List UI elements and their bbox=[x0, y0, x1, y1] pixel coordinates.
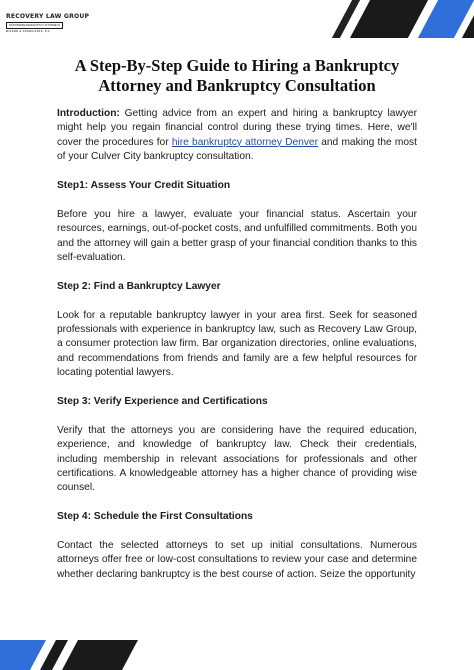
intro-paragraph bbox=[57, 107, 417, 165]
logo-subline: WILSON & ASSOCIATES, P.C. bbox=[6, 30, 52, 33]
intro-label: Introduction: bbox=[57, 108, 120, 119]
bottom-decorative-stripes bbox=[0, 640, 150, 670]
stripe bbox=[347, 0, 432, 38]
step-4-body: Contact the selected attorneys to set up initial consultations. Numerous attorneys offer free or low-cost consultations to review your case and determine whether declaring bankruptcy is the best course of action. Seize the opportunity bbox=[57, 540, 417, 580]
hire-attorney-link[interactable]: hire bankruptcy attorney Denver bbox=[171, 136, 318, 148]
logo-name: RECOVERY LAW GROUP bbox=[6, 13, 90, 20]
stripe bbox=[59, 640, 141, 670]
step-3-heading: Step 3: Verify Experience and Certifications bbox=[57, 396, 268, 408]
step-4-heading: Step 4: Schedule the First Consultations bbox=[57, 511, 253, 523]
top-decorative-stripes bbox=[332, 0, 474, 38]
document-title: A Step-By-Step Guide to Hiring a Bankruptcy Attorney and Bankruptcy Consultation bbox=[74, 56, 400, 95]
step-3-body: Verify that the attorneys you are considering have the required education, experience, and knowledge of bankruptcy law. Check their credentials, including membership in relevant associations for professionals and other certifications. A knowledgeable attorney has a higher chance of providing wise counsel. bbox=[57, 424, 417, 494]
step-2-heading: Step 2: Find a Bankruptcy Lawyer bbox=[57, 280, 221, 292]
document-body bbox=[57, 107, 417, 582]
logo-tagline: NATIONWIDE BANKRUPTCY ATTORNEYS bbox=[6, 22, 63, 29]
intro-text-before-link: Getting advice from an expert and hiring a bankruptcy lawyer might help you regain financial control during these trying times. Here, we'll cover the procedures for bbox=[57, 108, 417, 148]
step-1-heading: Step1: Assess Your Credit Situation bbox=[57, 180, 231, 192]
company-logo bbox=[6, 13, 90, 33]
intro-text-after-link: and making the most of your Culver City bankruptcy consultation. bbox=[57, 136, 417, 163]
step-2-body: Look for a reputable bankruptcy lawyer in your area first. Seek for seasoned professionals with experience in bankruptcy law, such as Recovery Law Group, a consumer protection law firm. Bar organization directories, online evaluations, and recommendations from friends and family are a few helpful resources for locating potential lawyers. bbox=[57, 309, 417, 379]
step-1-body: Before you hire a lawyer, evaluate your financial status. Ascertain your resources, earnings, out-of-pocket costs, and unfulfilled commitments. Both you and the attorney will gain a better grasp of your financial condition thanks to this self-evaluation. bbox=[57, 208, 417, 264]
